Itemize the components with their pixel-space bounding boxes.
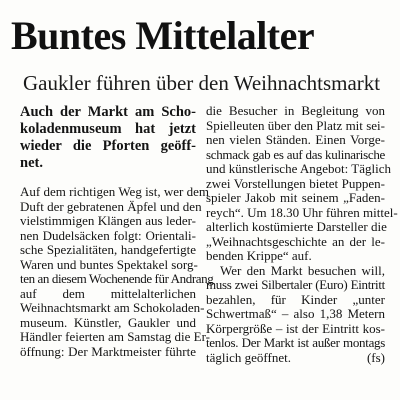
subheadline: Gaukler führen über den Weihnachtsmarkt	[23, 71, 381, 95]
body-line: museum. Künstler, Gaukler und	[20, 314, 196, 330]
author-byline: (fs)	[366, 349, 385, 365]
body-line: Duft der gebratenen Äpfel und den	[20, 198, 202, 214]
body-paragraph-2	[206, 264, 385, 366]
body-line: Weihnachtsmarkt am Schokoladen-	[20, 300, 205, 315]
body-line: öffnung: Der Marktmeister führte	[20, 343, 196, 359]
body-line: auf dem mittelalterlichen	[20, 285, 196, 301]
body-line: Wer den Markt besuchen will,	[220, 262, 385, 278]
body-line: bezahlen, für Kinder „unter	[206, 291, 385, 307]
body-line: Auf dem richtigen Weg ist, wer dem	[20, 184, 209, 199]
body-line: muss zwei Silbertaler (Euro) Eintritt	[206, 277, 385, 292]
lead-paragraph	[20, 104, 196, 172]
body-line: Körpergröße – ist der Eintritt kos-	[206, 320, 385, 336]
lead-line: Auch der Markt am Scho-	[20, 104, 196, 120]
body-line: spieler Jakob mit seinem „Faden-	[206, 190, 385, 205]
headline: Buntes Mittelalter	[11, 13, 315, 58]
body-line: Waren und buntes Spektakel sorg-	[20, 256, 198, 272]
body-line: ten an diesem Wochenende für Andrang	[20, 271, 214, 286]
body-line: nen vielen Ständen. Einen Vorge-	[206, 132, 385, 147]
closing-line	[206, 351, 385, 366]
body-line: tenlos. Der Markt ist außer montags	[206, 335, 385, 350]
body-line: zwei Vorstellungen bietet Puppen-	[206, 175, 385, 191]
body-line: alterlich kostümierte Darsteller die	[206, 219, 387, 234]
body-line: Schwertmaß“ – also 1,38 Metern	[206, 306, 385, 321]
body-line: täglich geöffnet.	[206, 349, 291, 365]
body-line: nen Dudelsäcken folgt: Orientali-	[20, 227, 196, 243]
body-line: die Besucher in Begleitung von	[206, 103, 385, 118]
body-line: Spielleuten über den Platz mit sei-	[206, 117, 385, 133]
body-line: sche Spezialitäten, handgefertigte	[20, 242, 196, 257]
body-line: „Weihnachtsgeschichte an der le-	[206, 233, 385, 249]
lead-line: koladenmuseum hat jetzt	[20, 121, 196, 137]
left-column	[20, 104, 214, 359]
body-line: und künstlerische Angebot: Täglich	[206, 161, 391, 176]
right-column	[206, 103, 398, 365]
body-paragraph-1	[20, 184, 214, 359]
body-line: schmack gab es auf das kulinarische	[206, 146, 385, 162]
body-line: benden Krippe“ auf.	[206, 248, 312, 263]
body-line: Händler feierten am Samstag die Er-	[20, 329, 210, 344]
lead-line: net.	[20, 155, 43, 171]
lead-line: wieder die Pforten geöff-	[20, 138, 196, 154]
body-line: reych“. Um 18.30 Uhr führen mittel-	[206, 204, 398, 220]
body-paragraph-1-continued	[206, 103, 398, 264]
body-line: vielstimmigen Klängen aus leder-	[20, 213, 196, 228]
